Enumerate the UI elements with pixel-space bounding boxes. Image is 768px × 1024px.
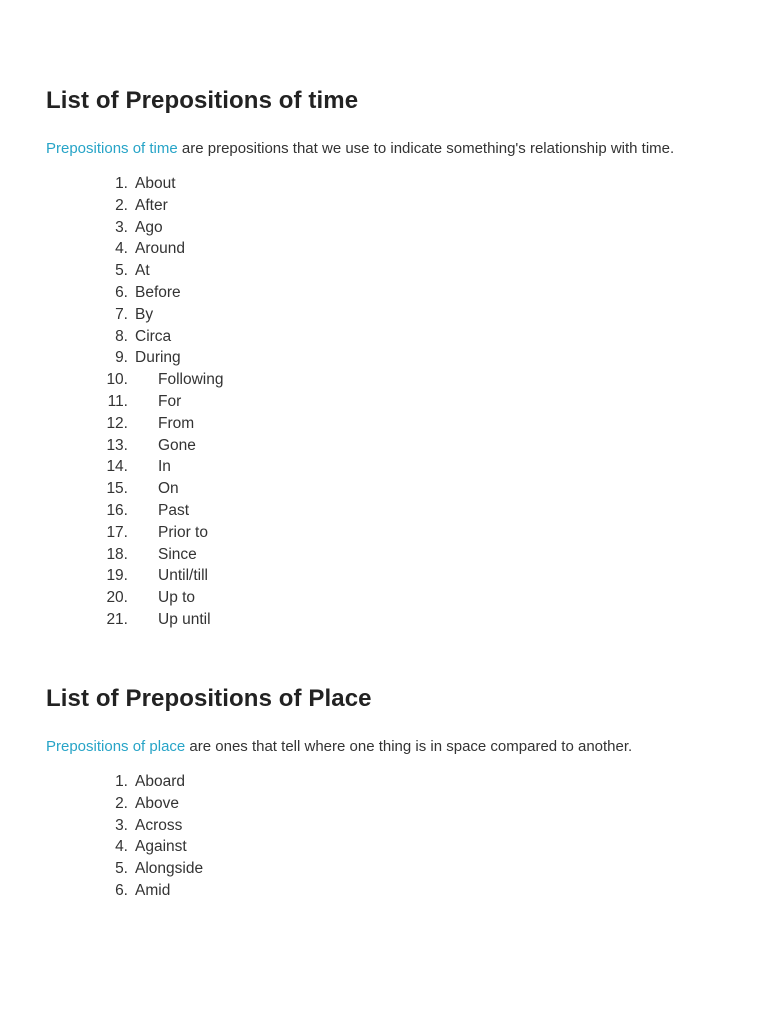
- list-item: [46, 173, 708, 195]
- list-item-text: Aboard: [135, 773, 185, 790]
- time-prepositions-list: [46, 173, 708, 631]
- list-item-number: 7.: [115, 305, 128, 323]
- list-item-text: By: [135, 305, 154, 323]
- list-item: [46, 793, 708, 815]
- list-item-text: Before: [135, 283, 181, 301]
- list-item-text: On: [158, 480, 179, 498]
- list-item-text: Across: [135, 816, 183, 834]
- list-item-number: 21.: [106, 610, 128, 628]
- list-item-number: 11.: [107, 392, 128, 410]
- list-item: [46, 304, 708, 326]
- place-section: [46, 684, 708, 902]
- list-item-number: 4.: [115, 240, 128, 258]
- list-item-number: 8.: [115, 327, 128, 345]
- list-item-text: Around: [135, 240, 185, 258]
- list-item: [46, 326, 708, 348]
- list-item-number: 4.: [115, 838, 128, 856]
- list-item-number: 10.: [106, 371, 128, 389]
- place-intro: [46, 736, 708, 758]
- list-item: [46, 544, 708, 566]
- list-item: [46, 195, 708, 217]
- list-item: [46, 836, 708, 858]
- list-item-number: 5.: [115, 262, 128, 280]
- time-section: [46, 86, 708, 631]
- list-item: [46, 478, 708, 500]
- list-item-number: 9.: [115, 349, 128, 367]
- time-intro-text: are prepositions that we use to indicate something's relationship with time.: [177, 140, 675, 157]
- list-item-text: Above: [135, 794, 179, 812]
- list-item: [46, 260, 708, 282]
- list-item-number: 13.: [106, 436, 128, 454]
- list-item: [46, 369, 708, 391]
- list-item: [46, 609, 708, 631]
- list-item: [46, 413, 708, 435]
- list-item-number: 16.: [106, 501, 128, 519]
- list-item-number: 3.: [115, 218, 128, 236]
- place-intro-link[interactable]: Prepositions of place: [46, 738, 186, 755]
- list-item-number: 3.: [115, 816, 128, 834]
- list-item-number: 1.: [115, 175, 128, 192]
- list-item-number: 19.: [106, 567, 128, 585]
- list-item-text: Ago: [135, 218, 163, 236]
- list-item-text: Gone: [158, 436, 196, 454]
- list-item-number: 14.: [106, 458, 128, 476]
- list-item-number: 6.: [115, 283, 128, 301]
- list-item-text: Prior to: [158, 523, 208, 541]
- time-heading: List of Prepositions of time: [46, 87, 359, 114]
- list-item-number: 20.: [106, 589, 128, 607]
- list-item-text: Following: [158, 371, 224, 389]
- list-item: [46, 435, 708, 457]
- time-intro-link[interactable]: Prepositions of time: [46, 140, 178, 157]
- list-item-text: At: [135, 262, 150, 280]
- list-item: [46, 347, 708, 369]
- place-intro-text: are ones that tell where one thing is in space compared to another.: [185, 738, 633, 755]
- list-item-number: 15.: [106, 480, 128, 498]
- list-item-text: Alongside: [135, 860, 204, 878]
- list-item: [46, 391, 708, 413]
- list-item-text: For: [158, 392, 182, 410]
- list-item-number: 12.: [106, 414, 128, 432]
- place-heading: List of Prepositions of Place: [46, 685, 372, 712]
- list-item: [46, 238, 708, 260]
- list-item-number: 18.: [106, 545, 128, 563]
- list-item: [46, 217, 708, 239]
- list-item-text: Against: [135, 838, 187, 856]
- list-item-text: Up until: [158, 610, 211, 628]
- list-item-text: Up to: [158, 589, 196, 607]
- list-item-number: 6.: [115, 881, 128, 899]
- list-item-number: 2.: [115, 794, 128, 812]
- list-item: [46, 815, 708, 837]
- list-item-text: Until/till: [158, 567, 208, 585]
- list-item: [46, 522, 708, 544]
- time-intro: [46, 138, 708, 160]
- list-item-number: 2.: [115, 196, 128, 214]
- place-prepositions-list: [46, 771, 708, 902]
- list-item-text: Circa: [135, 327, 172, 345]
- list-item-text: Since: [158, 545, 197, 563]
- list-item-number: 17.: [106, 523, 128, 541]
- list-item: [46, 858, 708, 880]
- list-item-number: 5.: [115, 860, 128, 878]
- list-item: [46, 587, 708, 609]
- list-item: [46, 282, 708, 304]
- list-item-text: After: [135, 196, 168, 214]
- list-item-text: From: [158, 414, 195, 432]
- list-item: [46, 880, 708, 902]
- list-item: [46, 565, 708, 587]
- list-item-text: During: [135, 349, 181, 367]
- list-item: [46, 500, 708, 522]
- list-item: [46, 456, 708, 478]
- list-item-text: In: [158, 458, 171, 476]
- list-item-text: About: [135, 175, 176, 192]
- list-item: [46, 771, 708, 793]
- list-item-text: Past: [158, 501, 190, 519]
- list-item-number: 1.: [115, 773, 128, 790]
- list-item-text: Amid: [135, 881, 171, 899]
